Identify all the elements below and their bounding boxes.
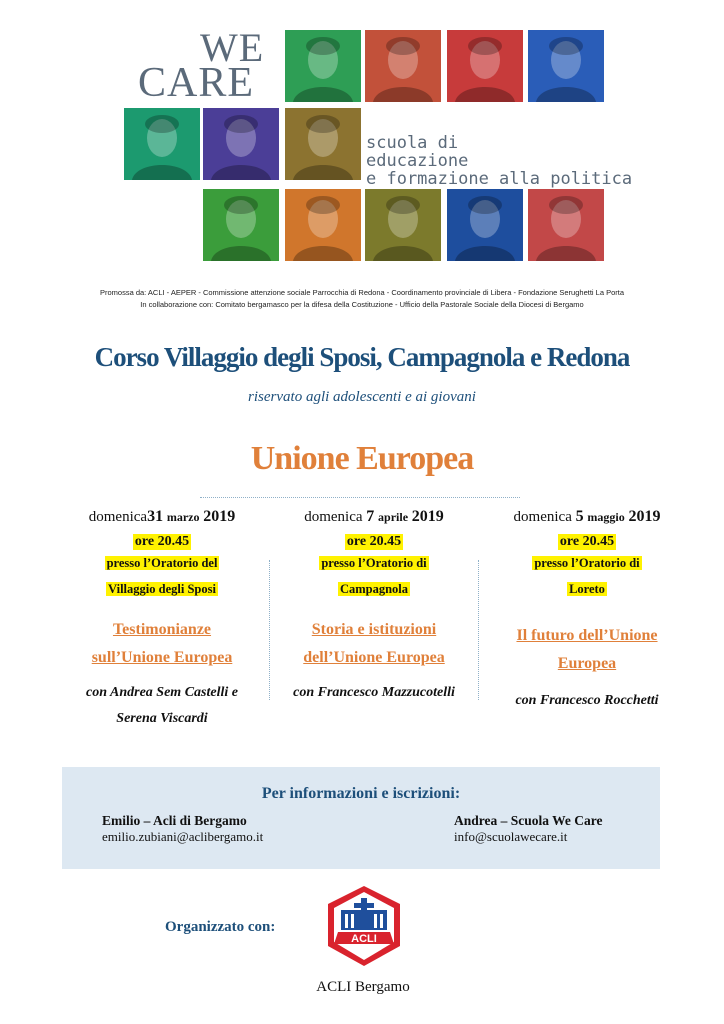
photo-4	[528, 30, 604, 102]
event-speaker-2: Serena Viscardi	[116, 711, 208, 726]
photo-11	[447, 189, 523, 261]
photo-3	[447, 30, 523, 102]
photo-7	[285, 108, 361, 180]
event-column-2	[274, 508, 474, 706]
event-session-2[interactable]: dell’Unione Europea	[303, 649, 445, 666]
acli-logo-text: ACLI	[351, 933, 377, 945]
school-line-3: e formazione alla politica	[366, 169, 633, 189]
school-line-1: scuola di	[366, 133, 459, 153]
event-date: domenica 7 aprile 2019	[304, 508, 444, 525]
event-place-2: Loreto	[569, 582, 605, 596]
photo-12	[528, 189, 604, 261]
event-speaker-1: con Andrea Sem Castelli e	[86, 685, 238, 700]
page-subtitle: riservato agli adolescenti e ai giovani	[248, 389, 476, 405]
info-box	[62, 767, 660, 869]
photo-8	[203, 189, 279, 261]
event-place-2: Villaggio degli Sposi	[108, 582, 216, 596]
acli-logo	[324, 884, 404, 968]
topic-divider	[200, 497, 520, 498]
photo-10	[365, 189, 441, 261]
photo-9	[285, 189, 361, 261]
photo-6	[203, 108, 279, 180]
school-line-2: educazione	[366, 151, 469, 171]
photo-1	[285, 30, 361, 102]
page-title: Corso Villaggio degli Sposi, Campagnola e Redona	[94, 342, 630, 372]
contact-name: Emilio – Acli di Bergamo	[102, 813, 247, 828]
event-speaker-1: con Francesco Mazzucotelli	[293, 685, 455, 700]
event-speaker-1: con Francesco Rocchetti	[515, 693, 659, 708]
event-session-2[interactable]: Europea	[557, 655, 617, 672]
event-time: ore 20.45	[346, 534, 402, 549]
event-session-1[interactable]: Storia e istituzioni	[311, 621, 437, 638]
event-column-3	[484, 508, 690, 714]
logo-care: CARE	[138, 60, 255, 106]
event-place-1: presso l’Oratorio del	[106, 556, 218, 570]
school-tagline	[366, 134, 632, 188]
column-divider-2	[478, 560, 479, 700]
event-date: domenica 5 maggio 2019	[513, 508, 661, 525]
event-time: ore 20.45	[134, 534, 190, 549]
event-date: domenica31 marzo 2019	[88, 508, 236, 525]
event-session-1[interactable]: Il futuro dell’Unione	[516, 627, 658, 644]
organizer-label: Organizzato con:	[165, 919, 276, 935]
contact-emilio	[102, 813, 263, 845]
contact-email[interactable]: emilio.zubiani@aclibergamo.it	[102, 829, 264, 844]
event-place-1: presso l’Oratorio di	[534, 556, 640, 570]
contact-andrea	[454, 813, 603, 845]
organizer-name: ACLI Bergamo	[316, 979, 410, 995]
logo-we: WE	[200, 25, 265, 70]
contact-name: Andrea – Scuola We Care	[454, 813, 603, 828]
promoters-line: Promossa da: ACLI - AEPER - Commissione attenzione sociale Parrocchia di Redona - Coordinamento provinciale di Libera - Fondazione Serughetti La Porta	[99, 288, 625, 297]
event-time: ore 20.45	[559, 534, 615, 549]
event-place-2: Campagnola	[339, 582, 409, 596]
collaborators-line: In collaborazione con: Comitato bergamasco per la difesa della Costituzione - Ufficio della Pastorale Sociale della Diocesi di Bergamo	[140, 300, 584, 309]
photo-5	[124, 108, 200, 180]
column-divider-1	[269, 560, 270, 700]
event-column-1	[62, 508, 262, 732]
event-session-1[interactable]: Testimonianze	[112, 621, 212, 638]
topic-title: Unione Europea	[250, 440, 474, 477]
event-place-1: presso l’Oratorio di	[321, 556, 427, 570]
event-session-2[interactable]: sull’Unione Europea	[91, 649, 233, 666]
photo-2	[365, 30, 441, 102]
contact-email[interactable]: info@scuolawecare.it	[454, 829, 568, 844]
info-title: Per informazioni e iscrizioni:	[261, 785, 461, 802]
